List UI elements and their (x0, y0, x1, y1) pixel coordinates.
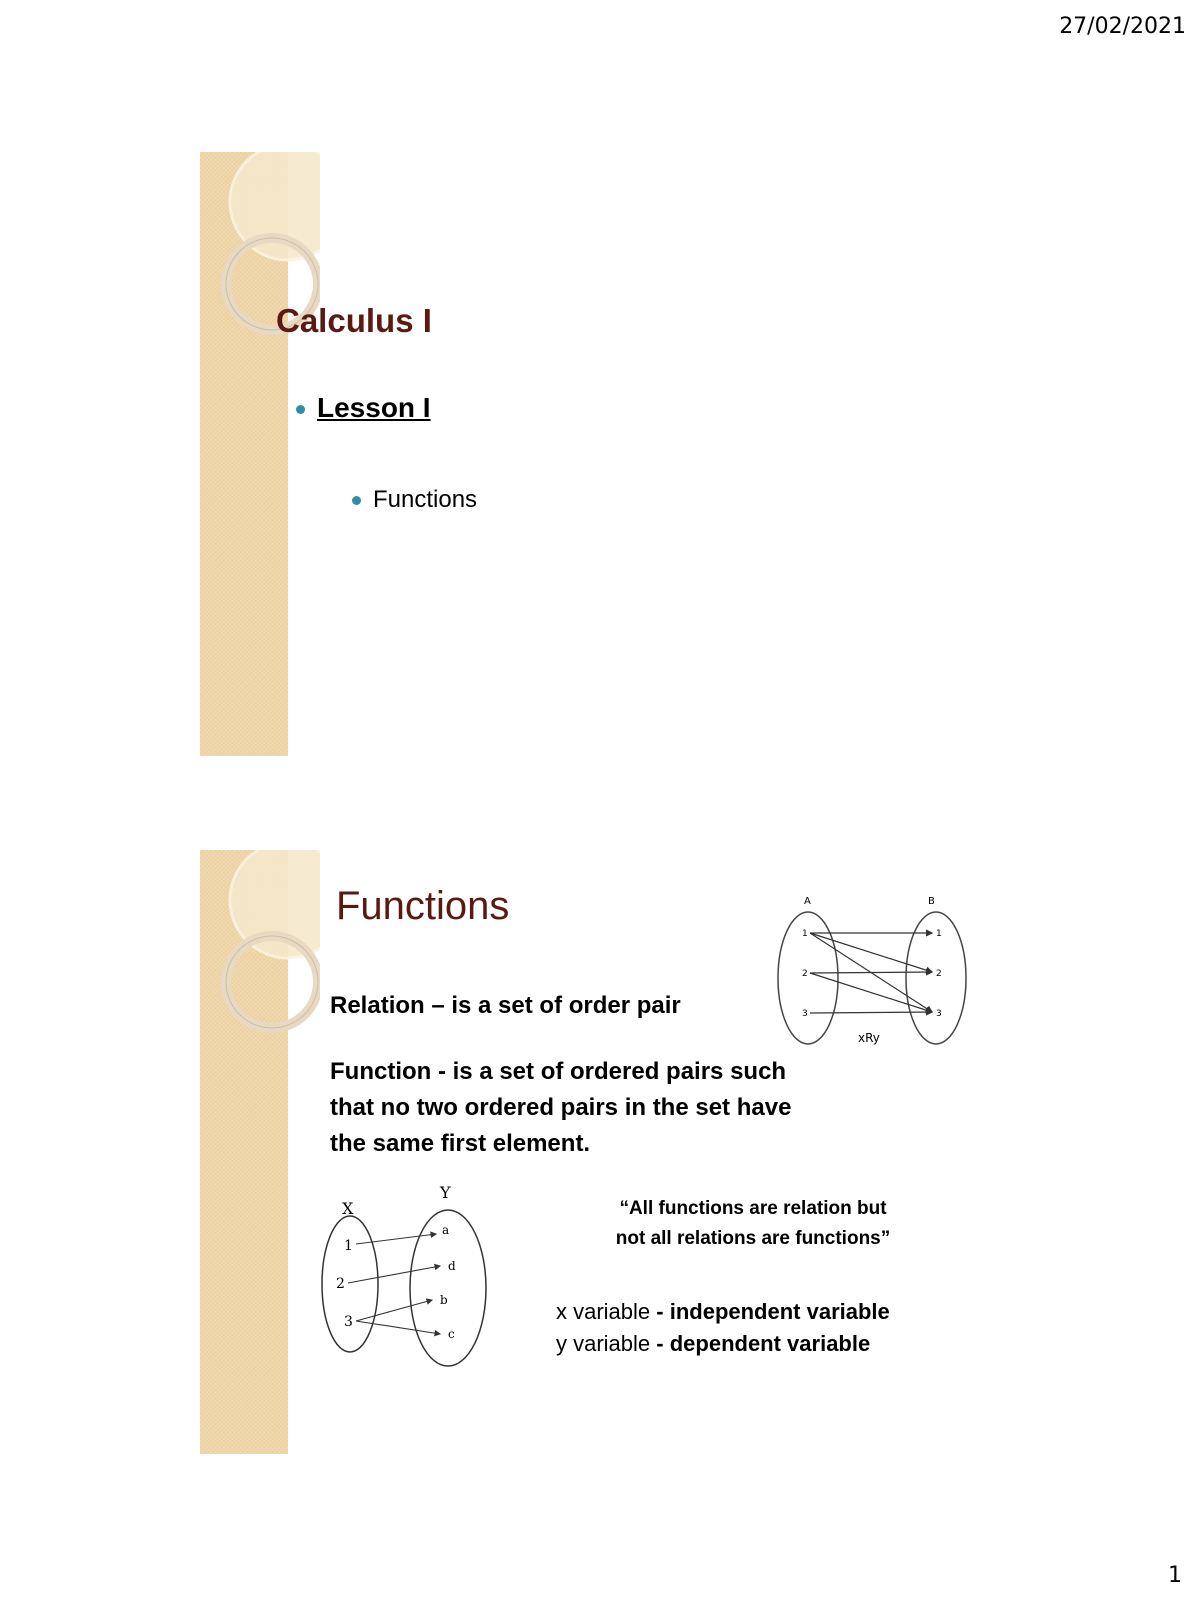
quote-line: “All functions are relation but (619, 1198, 887, 1219)
function-definition-line: that no two ordered pairs in the set have (330, 1094, 792, 1121)
x-variable-label: x variable (556, 1299, 651, 1324)
y-element: a (442, 1223, 450, 1237)
set-x-ellipse (322, 1216, 378, 1352)
x-element: 2 (336, 1276, 345, 1292)
relation-definition: Relation – is a set of order pair (330, 992, 681, 1019)
a-element: 3 (802, 1009, 808, 1019)
quote-line: not all relations are functions” (615, 1228, 891, 1249)
slide-title (200, 152, 1000, 756)
x-variable-row (556, 1296, 890, 1328)
relation-arrow (810, 1012, 932, 1013)
relation-arrow (810, 973, 932, 1012)
function-definition-line: Function - is a set of ordered pairs such (330, 1058, 787, 1085)
set-a-label: A (804, 896, 811, 907)
quote-text (568, 1194, 938, 1254)
b-element: 2 (936, 969, 942, 979)
sub-bullet-label: Functions (373, 486, 478, 513)
x-variable-definition: - independent variable (656, 1299, 890, 1324)
y-element: d (448, 1259, 456, 1273)
variable-definitions (556, 1296, 890, 1360)
relation-arrow (810, 972, 932, 973)
x-element: 1 (344, 1238, 353, 1254)
b-element: 3 (936, 1009, 942, 1019)
sub-bullet (352, 486, 477, 514)
x-element: 3 (344, 1314, 353, 1330)
relation-arrow (810, 933, 932, 972)
function-arrow (356, 1300, 432, 1321)
function-arrow (348, 1266, 440, 1283)
function-arrow (356, 1234, 436, 1244)
function-definition (330, 1054, 950, 1162)
function-arrow (356, 1321, 440, 1334)
slide-title-text: Functions (336, 884, 510, 928)
decorative-circles (200, 850, 320, 1050)
set-y-label: Y (440, 1183, 451, 1202)
slide-functions (200, 850, 1000, 1454)
y-element: b (440, 1293, 448, 1307)
document-date: 27/02/2021 (1059, 14, 1186, 39)
function-mapping-diagram (320, 1180, 500, 1370)
y-variable-label: y variable (556, 1331, 651, 1356)
bullet-icon (352, 496, 361, 505)
function-definition-line: the same first element. (330, 1130, 591, 1157)
y-variable-row (556, 1328, 890, 1360)
lesson-bullet (296, 392, 431, 424)
a-element: 1 (802, 929, 808, 939)
y-element: c (448, 1327, 455, 1341)
b-element: 1 (936, 929, 942, 939)
lesson-label: Lesson I (317, 392, 431, 423)
relation-mapping-diagram (768, 886, 978, 1046)
relation-caption: xRy (858, 1031, 880, 1045)
set-a-ellipse (778, 912, 838, 1044)
y-variable-definition: - dependent variable (656, 1331, 871, 1356)
page-number: 1 (1168, 1563, 1182, 1588)
set-x-label: X (342, 1199, 354, 1218)
bullet-icon (296, 405, 305, 414)
slide-title-text: Calculus I (276, 302, 432, 339)
a-element: 2 (802, 969, 808, 979)
set-b-label: B (928, 896, 935, 907)
